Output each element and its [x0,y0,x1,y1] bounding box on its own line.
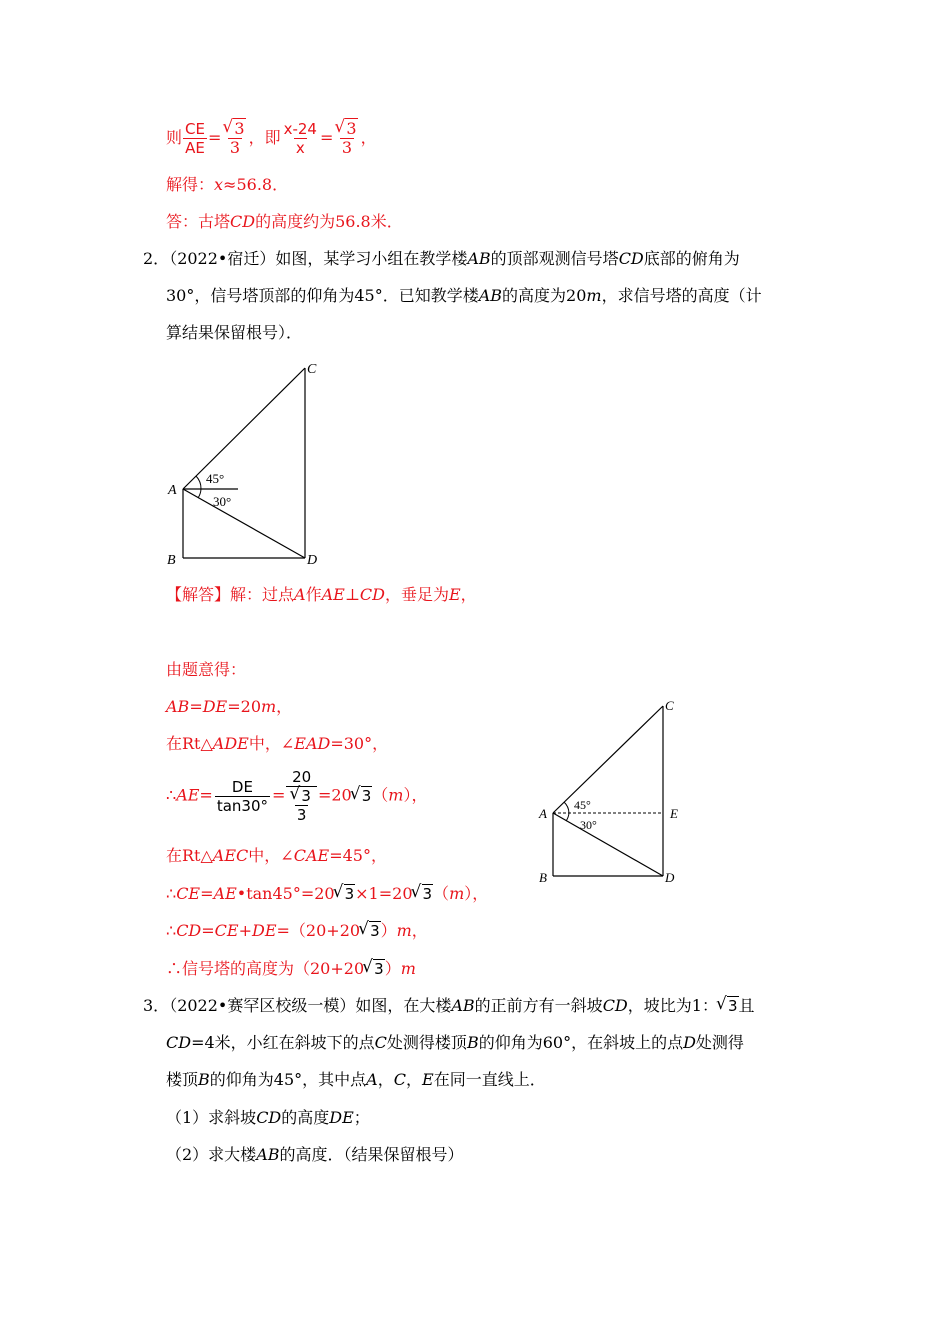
radicand: 3 [374,960,384,978]
q3-line1 [143,995,755,1017]
text: ×1=20 [355,884,413,903]
var: AB [451,996,475,1015]
text: ） [384,959,401,978]
text: = [272,785,286,805]
text: 算结果保留根号）． [166,323,303,342]
text: =（20+20 [276,921,361,940]
angle-45: 45° [574,798,591,812]
fraction-20-sqrt3 [286,768,317,824]
var: AE [176,785,200,805]
var: CD [256,1108,282,1127]
answer-line [166,211,403,233]
sol2-line7 [166,883,488,905]
text: 处测得楼顶 [386,1033,467,1052]
var: DE [202,697,228,716]
denominator: tan30° [216,796,268,815]
var: m [388,785,404,805]
solve-line [166,174,288,196]
text: 30°，信号塔顶部的仰角为45°．已知教学楼 [166,286,479,305]
answer-head: 【解答】 [166,585,231,604]
var: E [448,585,461,604]
sol2-line9 [166,958,416,980]
denominator: x [295,139,305,157]
fraction-de-tan30 [215,778,270,815]
text: ，坡比为1： [627,996,718,1015]
label-c: C [665,698,674,713]
var: C [374,1033,387,1052]
text: •tan45°=20 [236,884,335,903]
sol2-line5 [166,768,427,824]
text: ； [353,1108,370,1127]
text: （ [433,884,450,903]
var: AB [256,1145,280,1164]
sol2-line2 [166,659,246,681]
radicand: 3 [361,786,372,805]
text: ， [276,697,293,716]
label-b: B [539,870,547,885]
var: CD [230,212,256,231]
text: = [201,921,215,940]
question-number: 3． [143,996,170,1015]
text: = [189,697,203,716]
text: ，即 [248,128,281,147]
text: 在同一直线上． [433,1070,546,1089]
var: m [400,959,416,978]
text: 的高度 [281,1108,330,1127]
text: ）， [464,884,489,903]
radicand: 3 [344,885,355,903]
label-b: B [167,553,176,568]
text: （1）求斜坡 [166,1108,257,1127]
text: 中，∠ [248,734,295,753]
text: 由题意得： [166,660,247,679]
text: = [199,785,213,805]
var: m [396,921,412,940]
label-c: C [307,362,317,377]
text: ， [411,921,428,940]
text: ， [360,128,377,147]
numerator: x-24 [283,120,317,138]
sol2-line4 [166,733,388,755]
text: 的仰角为45°，其中点 [209,1070,367,1089]
var: AE⊥CD [321,585,385,604]
q2-line3 [166,322,302,344]
text: ≈56.8． [223,175,289,194]
text: ， [460,585,477,604]
text: （ [372,785,389,805]
text: =30°， [330,734,389,753]
sol2-line3 [166,696,292,718]
var: AB [478,286,503,305]
q3-line3 [166,1069,546,1091]
text: ， [377,1070,394,1089]
radicand: 3 [727,997,738,1015]
angle-45: 45° [206,471,225,486]
var: E [422,1070,434,1089]
text: =20 [317,785,352,805]
q2-line1 [143,248,740,270]
var: B [466,1033,479,1052]
ratio-line [166,120,377,157]
text: = [207,128,222,147]
var: DE [252,921,277,940]
question-number: 2． [143,249,170,268]
text: ）， [403,785,428,805]
radicand: 3 [234,119,245,138]
fraction-sqrt3-3 [334,120,359,157]
denominator: 3 [341,138,353,157]
text: ∴ [166,884,177,903]
text: ∴ [166,921,177,940]
numerator: 20 [292,768,312,786]
text: =20 [227,697,261,716]
fraction-inner [289,787,314,824]
text: + [238,921,252,940]
text: 楼顶 [166,1070,199,1089]
fraction-x [282,120,319,157]
label-e: E [670,806,678,821]
var: AEC [212,846,249,865]
q3-line2 [166,1032,744,1054]
text: （2022•宿迁）如图，某学习小组在教学楼 [169,249,468,268]
var: CE [214,921,239,940]
var: A [366,1070,378,1089]
text: 的高度为20 [502,286,587,305]
text: 解：过点 [230,585,295,604]
text: ∴信号塔的高度为（20+20 [166,959,365,978]
denominator: 3 [229,138,241,157]
var: m [449,884,465,903]
q2-line2 [166,285,762,307]
var: m [586,286,602,305]
var: CD [602,996,628,1015]
text: =45°， [329,846,387,865]
text: 的顶部观测信号塔 [490,249,619,268]
text: 中，∠ [248,846,294,865]
text: 的正前方有一斜坡 [474,996,603,1015]
var: ADE [212,734,249,753]
label-d: D [665,870,675,885]
var: CD [176,921,202,940]
var: x [214,175,224,194]
figure-q2-solution [530,693,700,893]
text: ，垂足为 [384,585,449,604]
var: m [261,697,277,716]
label-a: A [168,483,177,498]
text: 且 [738,996,755,1015]
text: ∴ [166,785,177,805]
text: ， [405,1070,422,1089]
label-d: D [307,553,318,568]
text: 的高度约为56.8米． [255,212,403,231]
var: AB [467,249,491,268]
var: B [198,1070,210,1089]
text: 在Rt△ [166,846,213,865]
var: A [294,585,306,604]
var: CAE [293,846,330,865]
text: 则 [166,128,183,147]
radicand: 3 [346,119,357,138]
fraction-sqrt3-3 [222,120,247,157]
text: 在Rt△ [166,734,213,753]
q3-part2 [166,1144,464,1166]
sol2-line6 [166,845,387,867]
figure-q2 [160,355,330,570]
text: 的仰角为60°，在斜坡上的点 [478,1033,684,1052]
numerator: CE [185,120,205,138]
var: D [683,1033,696,1052]
denominator: 3 [296,806,307,824]
var: CE [176,884,201,903]
text: ） [380,921,397,940]
text: （2）求大楼 [166,1145,257,1164]
angle-30: 30° [580,818,597,832]
var: AE [213,884,237,903]
radicand: 3 [422,885,433,903]
text: 答：古塔 [166,212,231,231]
var: CD [618,249,644,268]
text: 解得： [166,175,215,194]
numerator: DE [231,777,253,796]
var: CD [166,1033,192,1052]
text: = [319,128,334,147]
text: 处测得 [695,1033,744,1052]
var: AB [166,697,190,716]
q3-part1 [166,1107,370,1129]
text: （2022•赛罕区校级一模）如图，在大楼 [169,996,452,1015]
radicand: 3 [301,787,311,805]
radicand: 3 [370,922,380,940]
text: 底部的俯角为 [643,249,740,268]
denominator: AE [185,139,205,157]
label-a: A [539,806,547,821]
text: = [200,884,214,903]
sol2-line1 [166,584,477,606]
fraction-ce-ae [183,120,207,157]
var: DE [329,1108,354,1127]
angle-30: 30° [213,494,232,509]
text: ，求信号塔的高度（计 [601,286,762,305]
var: C [393,1070,406,1089]
text: 作 [305,585,322,604]
var: EAD [294,734,331,753]
text: =4米，小红在斜坡下的点 [191,1033,375,1052]
text: 的高度．（结果保留根号） [279,1145,464,1164]
sol2-line8 [166,920,428,942]
